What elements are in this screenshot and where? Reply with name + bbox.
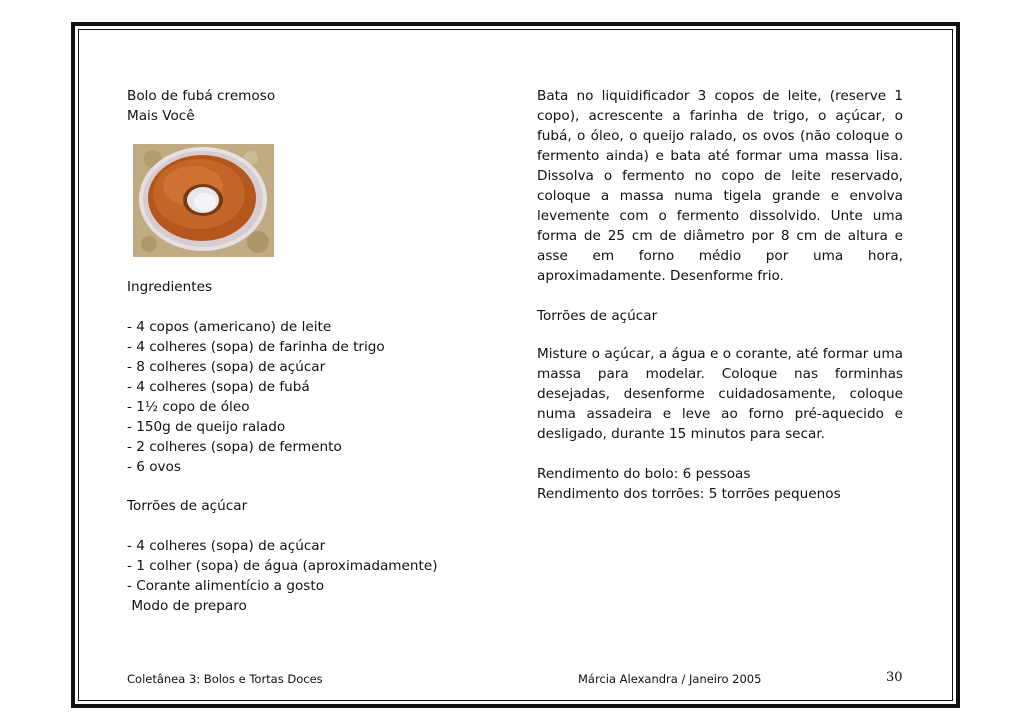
ingredient-item: - 4 colheres (sopa) de fubá — [127, 379, 310, 395]
page-number: 30 — [886, 670, 903, 685]
ingredient-item: - 4 colheres (sopa) de açúcar — [127, 538, 326, 554]
left-column — [127, 86, 447, 126]
torroes-heading-right: Torrões de açúcar — [537, 308, 658, 324]
cake-photo — [133, 144, 274, 257]
recipe-source: Mais Você — [127, 108, 195, 124]
rendimento-torroes: Rendimento dos torrões: 5 torrões pequenos — [537, 486, 841, 502]
ingredient-item: - 4 colheres (sopa) de farinha de trigo — [127, 339, 385, 355]
ingredient-item: - 1 colher (sopa) de água (aproximadamente) — [127, 558, 438, 574]
footer-collection: Coletânea 3: Bolos e Tortas Doces — [127, 672, 323, 686]
preparo-heading: Modo de preparo — [127, 598, 247, 614]
ingredient-item: - 150g de queijo ralado — [127, 419, 286, 435]
ingredients-list — [127, 317, 385, 477]
recipe-title: Bolo de fubá cremoso — [127, 88, 276, 104]
ingredient-item: - Corante alimentício a gosto — [127, 578, 325, 594]
torroes-ingredients-list — [127, 536, 438, 616]
ingredient-item: - 1½ copo de óleo — [127, 399, 250, 415]
ingredient-item: - 4 copos (americano) de leite — [127, 319, 332, 335]
footer-author-date: Márcia Alexandra / Janeiro 2005 — [578, 672, 762, 686]
ingredient-item: - 2 colheres (sopa) de fermento — [127, 439, 342, 455]
ingredient-item: - 6 ovos — [127, 459, 181, 475]
right-column — [537, 86, 903, 504]
torroes-heading-left: Torrões de açúcar — [127, 498, 248, 514]
rendimento-bolo: Rendimento do bolo: 6 pessoas — [537, 466, 751, 482]
ingredient-item: - 8 colheres (sopa) de açúcar — [127, 359, 326, 375]
torroes-paragraph: Misture o açúcar, a água e o corante, até formar uma massa para modelar. Coloque nas forminhas desejadas, desenforme cuidadosamente, coloque numa assadeira e leve ao forno pré-aquecido e desligado, durante 15 minutos para secar. — [537, 346, 903, 442]
ingredients-heading: Ingredientes — [127, 279, 213, 295]
preparo-paragraph: Bata no liquidificador 3 copos de leite, (reserve 1 copo), acrescente a farinha de trigo, o açúcar, o fubá, o óleo, o queijo ralado, os ovos (não coloque o fermento ainda) e bata até formar uma massa lisa. Dissolva o fermento no copo de leite reservado, coloque a massa numa tigela grande e envolva levemente com o fermento dissolvido. Unte uma forma de 25 cm de diâmetro por 8 cm de altura e asse em forno médio por uma hora, aproximadamente. Desenforme frio. — [537, 88, 903, 284]
